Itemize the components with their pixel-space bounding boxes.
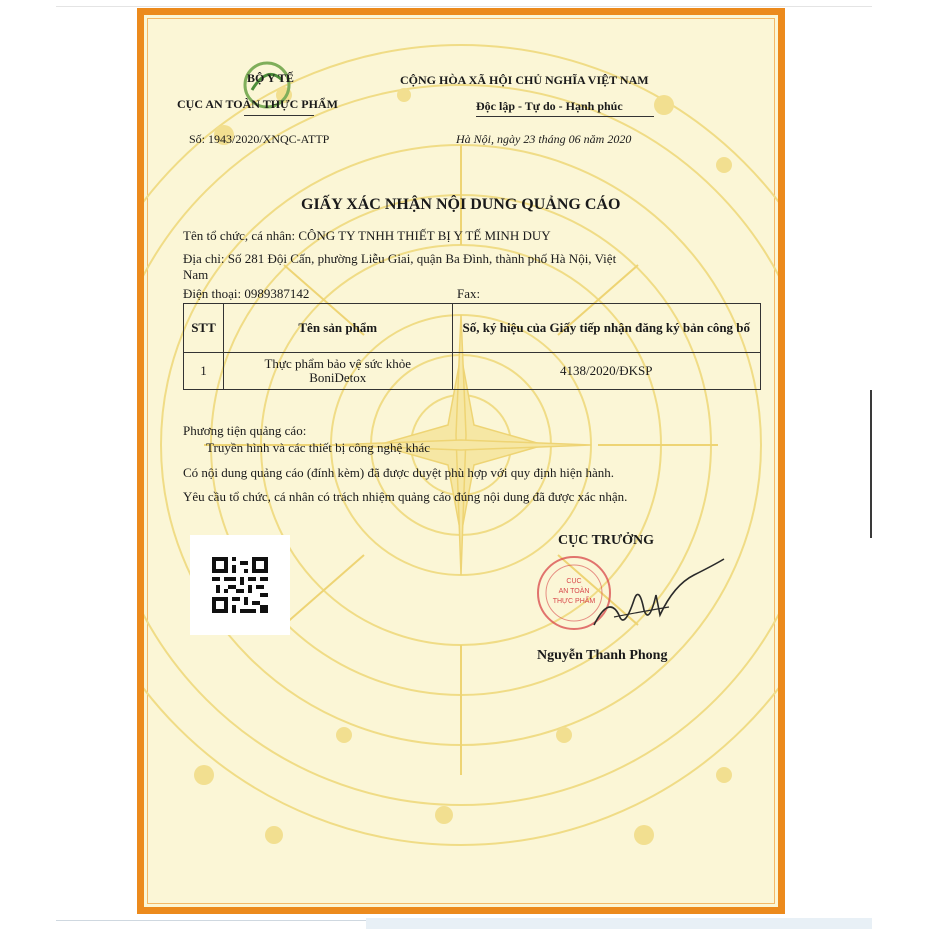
column-header-stt: STT bbox=[184, 304, 224, 353]
row-product bbox=[223, 353, 452, 390]
document-title: GIẤY XÁC NHẬN NỘI DUNG QUẢNG CÁO bbox=[301, 196, 621, 213]
row-product-line2: BoniDetox bbox=[309, 370, 367, 385]
table-header-row bbox=[184, 304, 761, 353]
requirement-statement: Yêu cầu tổ chức, cá nhân có trách nhiệm quảng cáo đúng nội dung đã được xác nhận. bbox=[183, 489, 628, 504]
signature-mark bbox=[574, 555, 734, 645]
ministry-name: BỘ Y TẾ bbox=[247, 71, 294, 85]
media-value: Truyền hình và các thiết bị công nghệ khác bbox=[206, 440, 431, 455]
stamp-text-line3: THỰC PHẨM bbox=[552, 598, 596, 605]
page-top-divider bbox=[56, 6, 872, 7]
row-product-line1: Thực phẩm bảo vệ sức khỏe bbox=[264, 356, 412, 371]
agency-name: CỤC AN TOÀN THỰC PHẨM bbox=[177, 97, 338, 111]
national-motto: Độc lập - Tự do - Hạnh phúc bbox=[476, 99, 623, 113]
applicant-fax: Fax: bbox=[457, 286, 481, 301]
row-stt: 1 bbox=[184, 353, 224, 390]
document-number: Số: 1943/2020/XNQC-ATTP bbox=[189, 132, 330, 146]
media-label: Phương tiện quảng cáo: bbox=[183, 423, 307, 438]
qr-code-box bbox=[190, 535, 290, 635]
approval-statement: Có nội dung quảng cáo (đính kèm) đã được duyệt phù hợp với quy định hiện hành. bbox=[183, 465, 614, 480]
column-header-registration: Số, ký hiệu của Giấy tiếp nhận đăng ký bản công bố bbox=[452, 304, 760, 353]
page-bottom-divider bbox=[56, 920, 366, 921]
signatory-name: Nguyễn Thanh Phong bbox=[537, 648, 668, 663]
place-and-date: Hà Nội, ngày 23 tháng 06 năm 2020 bbox=[456, 132, 632, 146]
agency-underline bbox=[244, 115, 314, 116]
scrollbar-indicator[interactable] bbox=[870, 390, 872, 538]
table-row bbox=[184, 353, 761, 390]
bottom-panel-strip bbox=[366, 918, 872, 929]
column-header-product: Tên sản phẩm bbox=[223, 304, 452, 353]
applicant-phone: Điện thoại: 0989387142 bbox=[183, 286, 310, 301]
signatory-position: CỤC TRƯỞNG bbox=[558, 533, 655, 548]
applicant-address: Địa chỉ: Số 281 Đội Cấn, phường Liễu Giai, quận Ba Đình, thành phố Hà Nội, Việt bbox=[183, 251, 617, 266]
bronze-drum-pattern bbox=[144, 15, 778, 907]
motto-underline bbox=[476, 116, 654, 117]
qr-code-icon bbox=[212, 557, 268, 613]
stamp-text-line2: AN TOÀN bbox=[558, 588, 590, 595]
product-table bbox=[183, 303, 761, 390]
country-name: CỘNG HÒA XÃ HỘI CHỦ NGHĨA VIỆT NAM bbox=[400, 73, 649, 87]
row-registration-number: 4138/2020/ĐKSP bbox=[452, 353, 760, 390]
stamp-text-line1: CỤC bbox=[566, 578, 582, 585]
applicant-address-cont: Nam bbox=[183, 267, 209, 282]
applicant-name: Tên tổ chức, cá nhân: CÔNG TY TNHH THIẾT BỊ Y TẾ MINH DUY bbox=[183, 228, 551, 243]
certificate-document bbox=[137, 8, 785, 914]
